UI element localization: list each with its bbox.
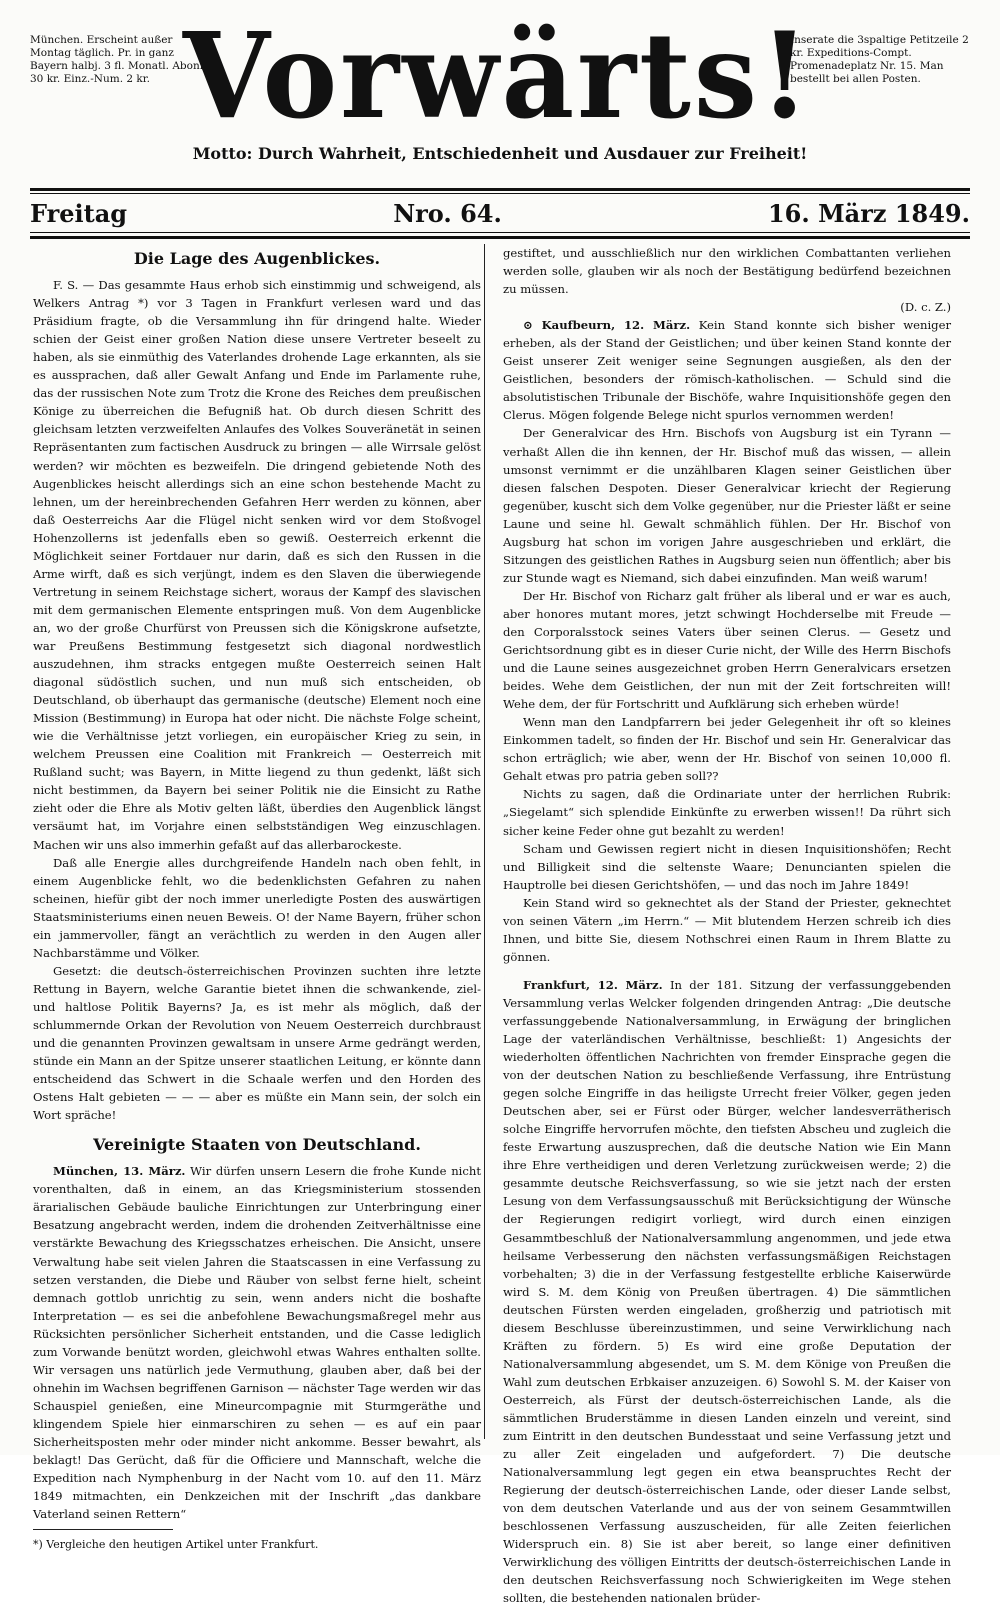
article-title-staaten: Vereinigte Staaten von Deutschland.	[93, 1135, 421, 1155]
header-rule-top-thin	[30, 193, 970, 194]
article-dateline: Frankfurt, 12. März.	[523, 977, 663, 992]
article-dateline: ⊙ Kaufbeurn, 12. März.	[523, 318, 691, 333]
article-text: Kein Stand konnte sich bisher weniger erheben, als der Stand der Geistlichen; und über keinen Stand konnte der Geist unserer Zeit weniger seine Segnungen ausgießen, als den der Geistlichen, besonders der römisch-katholischen. — Schuld sind die absolutistischen Tribunale der Bischöfe, wahre Inquisitionshöfe gegen den Clerus. Mögen folgende Belege nicht spurlos vernommen werden!	[503, 318, 952, 423]
article-paragraph: Gesetzt: die deutsch-österreichischen Provinzen suchten ihre letzte Rettung in Bayern, welche Garantie bietet ihnen die schwankende, ziel- und haltlose Politik Bayerns? Ja, es ist mehr als möglich, daß der schlummernde Orkan der Revolution von Neuem Oesterreich durchbraust und die genannten Provinzen gewaltsam in unsere Arme gedrängt werden, stünde ein Mann an der Spitze unserer staatlichen Leitung, er könnte dann entscheidend das Schwert in die Schaale werfen und den Horden des Ostens Halt gebieten — — — aber es müßte ein Mann sein, der solch ein Wort spräche!	[33, 963, 481, 1123]
weekday: Freitag	[30, 198, 128, 228]
article-text: Wir dürfen unsern Lesern die frohe Kunde nicht vorenthalten, daß in einem, an das Kriegsministerium stossenden ärarialischen Gebäude bauliche Einrichtungen zur Unterbringung einer Besatzung angebracht werden, indem die drohenden Zeitverhältnisse eine verstärkte Bewachung des Kriegsschatzes erheischen. Die Ansicht, unsere Verwaltung habe seit vielen Jahren die Staatscassen in eine Verfassung zu setzen verstanden, die Diebe und Räuber von selbst ferne hielt, scheint demnach gottlob unrichtig zu sein, wenn anders nicht die boshafte Interpretation — es sei die anbefohlene Bewachungsmaßregel mehr aus Rücksichten persönlicher Sicherheit entstanden, und die Casse lediglich zum Vorwande benützt worden, gleichwohl etwas Wahres enthalten sollte. Wir versagen uns natürlich jede Vermuthung, glauben aber, daß bei der ohnehin im Wachsen begriffenen Garnison — nächster Tage werden wir das Schauspiel genießen, eine Mineurcompagnie mit Sturmgeräthe und klingendem Spiele hier einmarschiren zu sehen — es auf ein paar Sicherheitsposten mehr oder minder nicht ankomme. Besser bewahrt, als beklagt! Das Gerücht, daß für die Officiere und Mannschaft, welche die Expedition nach Nymphenburg in der Nacht vom 10. auf den 11. März 1849 mitmachten, ein Denkzeichen mit der Inschrift „das dankbare Vaterland seinen Rettern“	[33, 1164, 481, 1522]
right-column	[503, 244, 952, 1606]
article-text: In der 181. Sitzung der verfassunggebenden Versammlung verlas Welcker folgenden dringenden Antrag: „Die deutsche verfassunggebende Nationalversammlung, in Erwägung der bringlichen Lage der vaterländischen Verhältnisse, beschließt: 1) Angesichts der wiederholten öffentlichen Nachrichten von fremder Einsprache gegen die von der deutschen Nation zu beschließende Verfassung, ihre Entrüstung gegen solche Eingriffe in das heiligste Urrecht freier Völker, gegen jeden Deutschen aber, sei er Fürst oder Bürger, welcher landesverrätherisch solche Eingriffe hervorrufen möchte, den tiefsten Abscheu und zugleich die feste Erwartung auszusprechen, daß die deutsche Nation wie Ein Mann ihre Ehre vertheidigen und deren Verletzung zurückweisen werde; 2) die gesammte deutsche Reichsverfassung, so wie sie jetzt nach der ersten Lesung von dem Verfassungsausschuß mit Berücksichtigung der Wünsche der Regierungen redigirt vorliegt, wird durch einen einzigen Gesammtbeschluß der Nationalversammlung angenommen, und jede etwa heilsame Verbesserung den nächsten verfassungsmäßigen Reichstagen vorbehalten; 3) die in der Verfassung festgestellte erbliche Kaiserwürde wird S. M. dem König von Preußen übertragen. 4) Die sämmtlichen deutschen Fürsten werden eingeladen, großherzig und patriotisch mit diesem Beschlusse übereinzustimmen, und seine Verwirklichung nach Kräften zu fördern. 5) Es wird eine große Deputation der Nationalversammlung abgesendet, um S. M. dem Könige von Preußen die Wahl zum deutschen Erbkaiser anzuzeigen. 6) Sowohl S. M. der Kaiser von Oesterreich, als Fürst der deutsch-österreichischen Lande, als die sämmtlichen Bruderstämme in diesen Landen einzeln und vereint, sind zum Eintritt in den deutschen Bundesstaat und seine Verfassung jetzt und zu aller Zeit eingeladen und aufgefordert. 7) Die deutsche Nationalversammlung legt gegen ein etwa beanspruchtes Recht der Regierung der deutsch-österreichischen Lande, oder dieser Lande selbst, von dem deutschen Vaterlande und aus der von seinem Gesammtwillen beschlossenen Verfassung auszuscheiden, für alle Zeiten feierlichen Widerspruch ein. 8) Sie ist aber bereit, so lange einer definitiven Verwirklichung des völligen Eintritts der deutsch-österreichischen Lande in den deutschen Reichsverfassung noch Schwierigkeiten im Wege stehen sollten, die bestehenden nationalen brüder-	[503, 977, 952, 1606]
article-paragraph: Wenn man den Landpfarrern bei jeder Gelegenheit ihr oft so kleines Einkommen tadelt, so finden der Hr. Bischof und sein Hr. Generalvicar das schon erträglich; wie aber, wenn der Hr. Bischof von seinen 10,000 fl. Gehalt etwas pro patria geben soll??	[503, 715, 951, 784]
header-rule-bottom	[30, 236, 970, 239]
article-paragraph: Kein Stand wird so geknechtet als der Stand der Priester, geknechtet von seinen Vätern „im Herrn.“ — Mit blutendem Herzen schreib ich dies Ihnen, und bitte Sie, diesem Nothschrei einen Raum in Ihrem Blatte zu gönnen.	[503, 895, 951, 964]
footnote-rule	[33, 1529, 173, 1536]
continued-text: gestiftet, und ausschließlich nur den wirklichen Combattanten verliehen werden solle, glauben wir als noch der Bestätigung bedürfend bezeichnen zu müssen.	[503, 246, 951, 297]
subscription-info: München. Erscheint außer Montag täglich. Pr. in ganz Bayern halbj. 3 fl. Monatl. Abonn. 30 kr. Einz.-Num. 2 kr.	[30, 34, 210, 85]
article-paragraph: Scham und Gewissen regiert nicht in diesen Inquisitionshöfen; Recht und Billigkeit sind die seltenste Waare; Denuncianten spielen die Hauptrolle bei diesen Gerichtshöfen, — und das noch im Jahre 1849!	[503, 841, 951, 892]
masthead-title: Vorwärts!	[182, 7, 813, 146]
motto: Motto: Durch Wahrheit, Entschiedenheit und Ausdauer zur Freiheit!	[192, 144, 808, 163]
source-signature: (D. c. Z.)	[900, 300, 951, 315]
article-title-lage: Die Lage des Augenblickes.	[133, 249, 381, 268]
advertising-info: Inserate die 3spaltige Petitzeile 2 kr. Expeditions-Compt. Promenadeplatz Nr. 15. Man bestellt bei allen Posten.	[790, 34, 969, 85]
column-divider	[484, 244, 485, 1439]
left-column	[33, 244, 481, 1552]
dateline	[30, 196, 970, 230]
article-paragraph: F. S. — Das gesammte Haus erhob sich einstimmig und schweigend, als Welkers Antrag *) vor 3 Tagen in Frankfurt verlesen ward und das Präsidium fragte, ob die Versammlung ihn für dringend halte. Wieder schien der Geist einer großen Nation diese unsere Vertreter beseelt zu haben, als sie einmüthig des Vaterlandes drohende Lage erkannten, als sie es aussprachen, daß aller Gewalt Anfang und Ende im Parlamente ruhe, das der russischen Note zum Trotz die Krone des Reiches dem preußischen Könige zu überreichen die Befugniß hat. Ob durch diesen Schritt des gleichsam letzten verzweifelten Anlaufes des Volkes Souveränetät in seinen Repräsentanten zum factischen Ausdruck zu bringen — alle Wirrsale gelöst werden? wir möchten es bezweifeln. Die dringend gebietende Noth des Augenblickes heischt allerdings sich an eine schon bestehende Macht zu lehnen, um der hereinbrechenden Gefahren Herr werden zu können, aber daß Oesterreichs Aar die Flügel nicht senken wird vor dem Stoßvogel Hohenzollerns ist jedenfalls eben so gewiß. Oesterreich erkennt die Möglichkeit seiner Fortdauer nur darin, daß es sich den Russen in die Arme wirft, daß es sich verjüngt, indem es den Slaven die überwiegende Vertretung in seinem Reichstage sichert, woraus der Kampf des slavischen mit dem germanischen Elemente entspringen muß. Von dem Augenblicke an, wo der große Churfürst von Preussen sich die Königskrone aufsetzte, war Preußens Bestimmung festgesetzt sich diagonal nordwestlich auszudehnen, ihm stracks entgegen mußte Oesterreich seinen Halt diagonal südöstlich suchen, und nun muß sich entscheiden, ob Deutschland, ob überhaupt das germanische (deutsche) Element noch eine Mission (Bestimmung) in Europa hat oder nicht. Die nächste Folge scheint, wie die Verhältnisse jetzt vorliegen, ein europäischer Krieg zu sein, in welchem Preussen eine Coalition mit Frankreich — Oesterreich mit Rußland sucht; was Bayern, in Mitte liegend zu thun gedenkt, läßt sich nicht bestimmen, da Bayern bei seiner Politik nie die Einsicht zu Rathe zieht oder die Ehre als Motiv gelten läßt, überdies den Augenblick längst versäumt hat, im Vorjahre einen selbstständigen Weg einzuschlagen. Machen wir uns also immerhin gefaßt auf das allerbarockeste.	[33, 278, 481, 852]
article-paragraph: Der Generalvicar des Hrn. Bischofs von Augsburg ist ein Tyrann — verhaßt Allen die ihn kennen, der Hr. Bischof muß das wissen, — allein umsonst vernimmt er die unzählbaren Klagen seiner Geistlichen über diesen falschen Despoten. Dieser Generalvicar kriecht der Regierung gegenüber, kuscht sich dem Volke gegenüber, nur die Priester läßt er seine Laune und seine hl. Gewalt schmählich fühlen. Der Hr. Bischof von Augsburg hat schon im vorigen Jahre ausgeschrieben und erklärt, die Sitzungen des geistlichen Rathes in Augsburg seien nun öffentlich; aber bis zur Stunde wagt es Niemand, sich dabei einzufinden. Man weiß warum!	[503, 426, 951, 585]
article-paragraph: Der Hr. Bischof von Richarz galt früher als liberal und er war es auch, aber honores mutant mores, jetzt schwingt Hochderselbe mit Freude — den Corporalsstock seines Vaters über seinen Clerus. — Gesetz und Gerichtsordnung gibt es in dieser Curie nicht, der Wille des Herrn Bischofs und die Laune seines ausgezeichnet groben Herrn Generalvicars ersetzen beides. Wehe dem Geistlichen, der nun mit der Zeit fortschreiten will! Wehe dem, der für Fortschritt und Aufklärung sich erheben würde!	[503, 588, 951, 712]
header-rule-bottom-thin	[30, 232, 970, 233]
article-dateline: München, 13. März.	[53, 1164, 186, 1179]
article-paragraph: Nichts zu sagen, daß die Ordinariate unter der herrlichen Rubrik: „Siegelamt“ sich splendide Einkünfte zu erwerben wissen!! Da rührt sich sicher keine Feder ohne gut bezahlt zu werden!	[503, 787, 951, 838]
header-rule-top	[30, 188, 970, 191]
issue-date: 16. März 1849.	[767, 198, 970, 228]
footnote: *) Vergleiche den heutigen Artikel unter Frankfurt.	[33, 1538, 319, 1552]
issue-number: Nro. 64.	[393, 198, 502, 228]
article-paragraph: Daß alle Energie alles durchgreifende Handeln nach oben fehlt, in einem Augenblicke fehlt, wo die bedenklichsten Gefahren zu nahen scheinen, hiefür gibt der noch immer unerledigte Posten des auswärtigen Staatsministeriums einen neuen Beweis. O! der Name Bayern, früher schon ein jammervoller, fängt an verächtlich zu werden in den Augen aller Nachbarstämme und Völker.	[33, 855, 481, 960]
